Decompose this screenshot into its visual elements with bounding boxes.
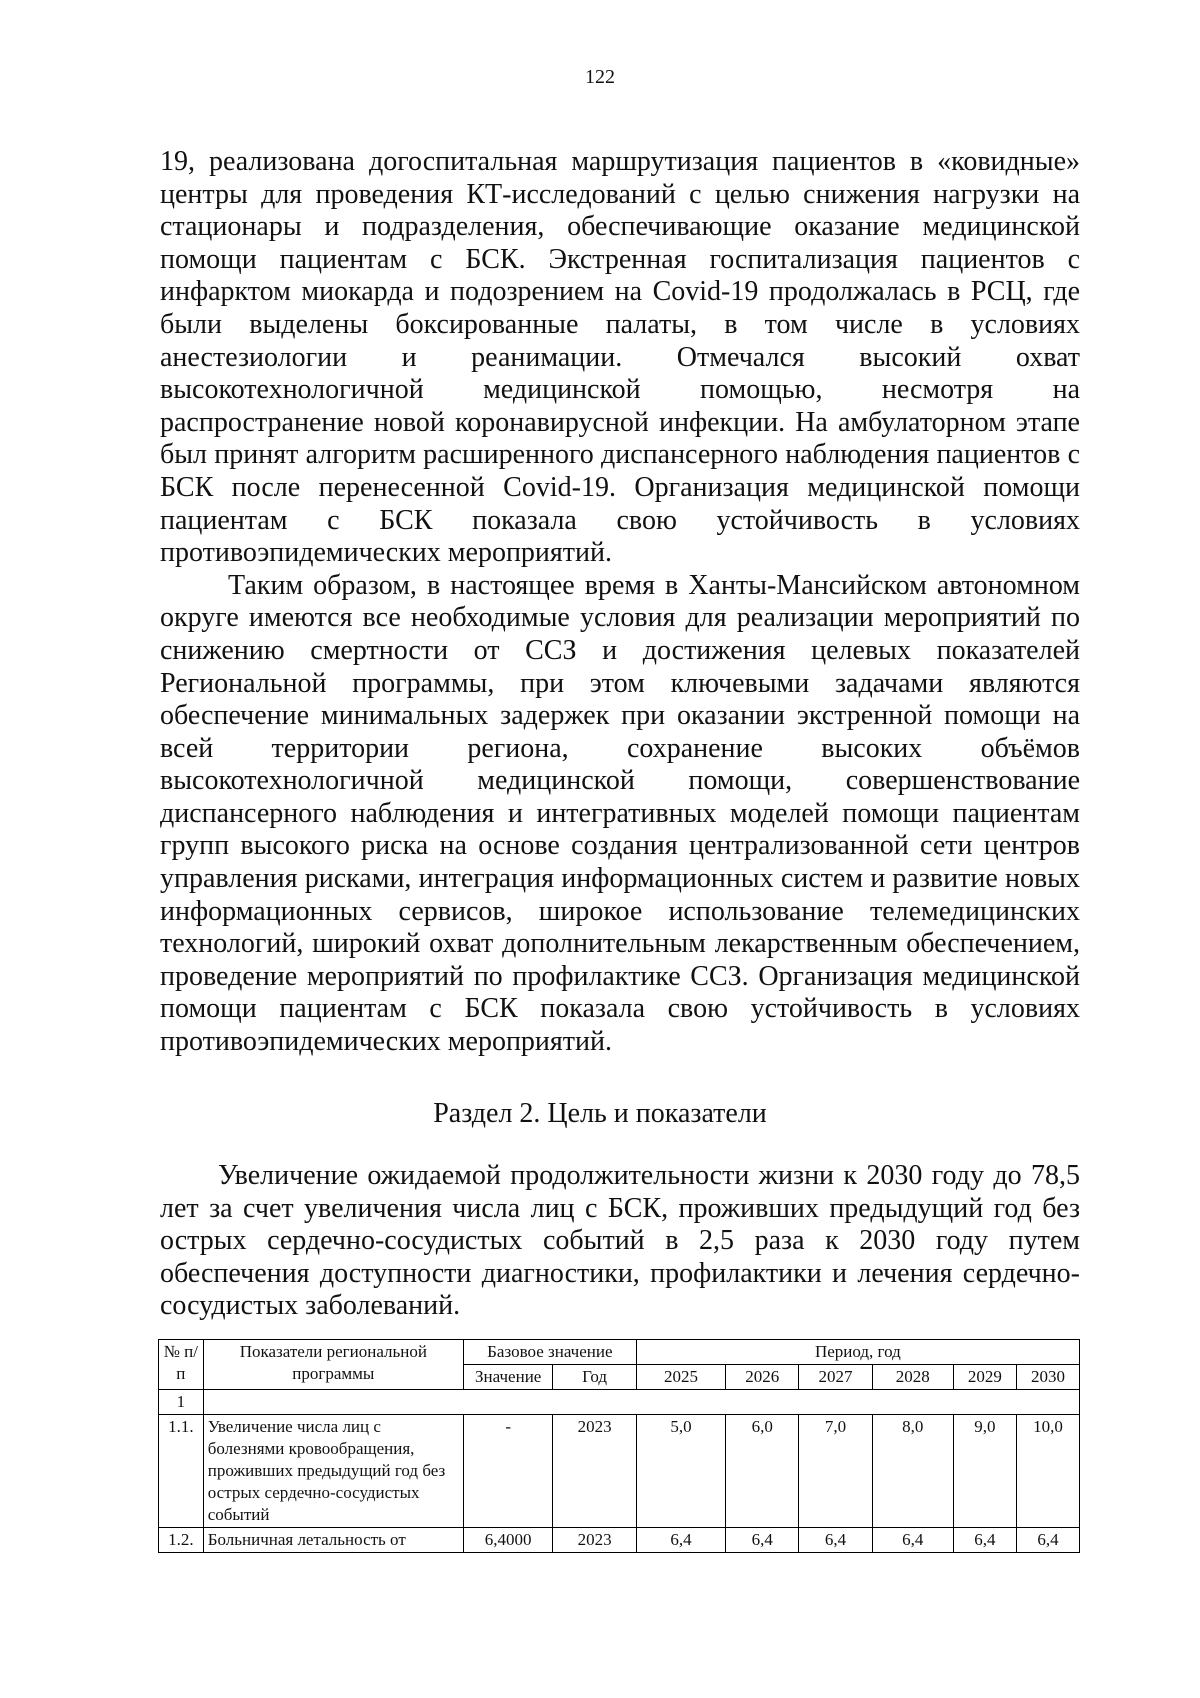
- paragraph-2: Таким образом, в настоящее время в Ханты-Мансийском автономном округе имеются все необходимые условия для реализации мероприятий по снижению смертности от ССЗ и достижения целевых показателей Региональной программы, при этом ключевыми задачами являются обеспечение минимальных задержек при оказании экстренной помощи на всей территории региона, сохранение высоких объёмов высокотехнологичной медицинской помощи, совершенствование диспансерного наблюдения и интегративных моделей помощи пациентам групп высокого риска на основе создания централизованной сети центров управления рисками, интеграция информационных систем и развитие новых информационных сервисов, широкое использование телемедицинских технологий, широкий охват дополнительным лекарственным обеспечением, проведение мероприятий по профилактике ССЗ. Организация медицинской помощи пациентам с БСК показала свою устойчивость в условиях противоэпидемических мероприятий.: [160, 569, 1080, 1058]
- group-num: 1: [159, 1390, 204, 1415]
- paragraph-1: 19, реализована догоспитальная маршрутизация пациентов в «ковидные» центры для проведения КТ-исследований с целью снижения нагрузки на стационары и подразделения, обеспечивающие оказание медицинской помощи пациентам с БСК. Экстренная госпитализация пациентов с инфарктом миокарда и подозрением на Covid-19 продолжалась в РСЦ, где были выделены боксированные палаты, в том числе в условиях анестезиологии и реанимации. Отмечался высокий охват высокотехнологичной медицинской помощью, несмотря на распространение новой коронавирусной инфекции. На амбулаторном этапе был принят алгоритм расширенного диспансерного наблюдения пациентов с БСК после перенесенной Covid-19. Организация медицинской помощи пациентам с БСК показала свою устойчивость в условиях противоэпидемических мероприятий.: [160, 146, 1080, 569]
- row-value-2027: 6,4: [799, 1528, 872, 1553]
- row-base-year: 2023: [553, 1415, 636, 1528]
- row-base-value: 6,4000: [463, 1528, 552, 1553]
- header-year-2026: 2026: [726, 1365, 799, 1390]
- goal-statement: [160, 1160, 1080, 1323]
- header-base-value: Значение: [463, 1365, 552, 1390]
- row-value-2030: 10,0: [1016, 1415, 1079, 1528]
- row-indicator: Больничная летальность от: [203, 1528, 463, 1553]
- row-value-2028: 6,4: [872, 1528, 953, 1553]
- row-base-value: -: [463, 1415, 552, 1528]
- row-num: 1.2.: [159, 1528, 204, 1553]
- header-year-2028: 2028: [872, 1365, 953, 1390]
- row-value-2025: 6,4: [636, 1528, 725, 1553]
- header-year-2027: 2027: [799, 1365, 872, 1390]
- table-header-row-1: [159, 1340, 1080, 1365]
- group-text: [203, 1390, 1079, 1415]
- section-title: Раздел 2. Цель и показатели: [433, 1098, 767, 1129]
- body-text: [160, 146, 1080, 1059]
- row-value-2025: 5,0: [636, 1415, 725, 1528]
- row-value-2026: 6,0: [726, 1415, 799, 1528]
- row-value-2029: 6,4: [953, 1528, 1016, 1553]
- indicators-table: [158, 1339, 1080, 1553]
- row-value-2026: 6,4: [726, 1528, 799, 1553]
- row-value-2029: 9,0: [953, 1415, 1016, 1528]
- header-year-2025: 2025: [636, 1365, 725, 1390]
- row-value-2027: 7,0: [799, 1415, 872, 1528]
- page-number: 122: [585, 66, 615, 88]
- header-year-2030: 2030: [1016, 1365, 1079, 1390]
- header-period: Период, год: [636, 1340, 1079, 1365]
- header-base: Базовое значение: [463, 1340, 636, 1365]
- header-num: № п/п: [159, 1340, 204, 1390]
- table-row: [159, 1528, 1080, 1553]
- header-year-2029: 2029: [953, 1365, 1016, 1390]
- goal-text: Увеличение ожидаемой продолжительности жизни к 2030 году до 78,5 лет за счет увеличения числа лиц с БСК, проживших предыдущий год без острых сердечно-сосудистых событий в 2,5 раза к 2030 году путем обеспечения доступности диагностики, профилактики и лечения сердечно-сосудистых заболеваний.: [160, 1160, 1080, 1322]
- row-num: 1.1.: [159, 1415, 204, 1528]
- table-row: [159, 1415, 1080, 1528]
- row-value-2030: 6,4: [1016, 1528, 1079, 1553]
- row-value-2028: 8,0: [872, 1415, 953, 1528]
- row-indicator: Увеличение числа лиц с болезнями кровообращения, проживших предыдущий год без острых сердечно-сосудистых событий: [203, 1415, 463, 1528]
- header-base-year: Год: [553, 1365, 636, 1390]
- row-base-year: 2023: [553, 1528, 636, 1553]
- header-indicator: Показатели региональной программы: [203, 1340, 463, 1390]
- table-group-row: [159, 1390, 1080, 1415]
